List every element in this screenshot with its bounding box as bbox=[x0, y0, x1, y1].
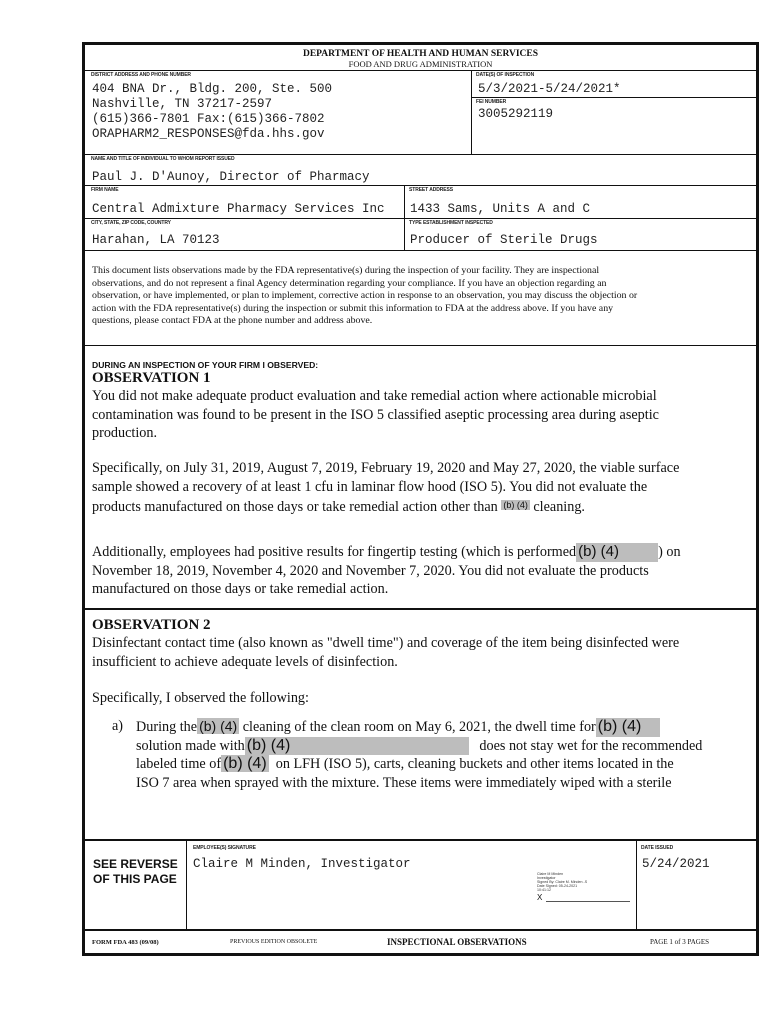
district-email: ORAPHARM2_RESPONSES@fda.hhs.gov bbox=[92, 127, 325, 141]
agency-title: FOOD AND DRUG ADMINISTRATION bbox=[348, 59, 493, 69]
text-line bbox=[136, 717, 756, 737]
notice-line: action with the FDA representative(s) during the inspection or submit this information to FDA at the address above. If you have any bbox=[92, 302, 614, 314]
redaction-b4: (b) (4) bbox=[576, 543, 658, 562]
list-marker-a: a) bbox=[112, 718, 124, 734]
text-line: November 18, 2019, November 4, 2020 and November 7, 2020. You did not evaluate the products bbox=[92, 562, 649, 579]
text-line: contamination was found to be present in the ISO 5 classified aseptic processing area during aseptic bbox=[92, 406, 659, 423]
firm-name-label: FIRM NAME bbox=[91, 187, 119, 193]
text-segment: on LFH (ISO 5), carts, cleaning buckets and other items located in the bbox=[275, 756, 674, 772]
district-address-line2: Nashville, TN 37217-2597 bbox=[92, 97, 273, 111]
text-line: manufactured on those days or take remedial action. bbox=[92, 581, 389, 597]
city-state-zip: Harahan, LA 70123 bbox=[92, 233, 220, 247]
text-segment: products manufactured on those days or take remedial action other than bbox=[92, 499, 498, 515]
during-inspection-heading: DURING AN INSPECTION OF YOUR FIRM I OBSERVED: bbox=[92, 360, 319, 370]
fda-483-form bbox=[82, 42, 759, 956]
fei-number: 3005292119 bbox=[478, 107, 554, 121]
notice-paragraph bbox=[92, 265, 752, 328]
text-line: 10:41:12 bbox=[537, 888, 551, 892]
text-segment: cleaning of the clean room on May 6, 2021, the dwell time for bbox=[242, 719, 596, 735]
text-line: Disinfectant contact time (also known as "dwell time") and coverage of the item being disinfected were bbox=[92, 635, 680, 651]
signature-x-mark: X bbox=[537, 893, 543, 902]
observation-2-title: OBSERVATION 2 bbox=[92, 617, 211, 633]
street-address: 1433 Sams, Units A and C bbox=[410, 202, 591, 216]
inspection-dates: 5/3/2021-5/24/2021* bbox=[478, 82, 621, 96]
text-segment: During the bbox=[136, 719, 198, 735]
report-to-label: NAME AND TITLE OF INDIVIDUAL TO WHOM REPORT ISSUED bbox=[91, 156, 235, 162]
see-reverse-label bbox=[93, 857, 178, 887]
district-label: DISTRICT ADDRESS AND PHONE NUMBER bbox=[91, 72, 191, 78]
observation-1-additional bbox=[92, 543, 754, 599]
text-segment: cleaning. bbox=[533, 499, 585, 515]
text-line: insufficient to achieve adequate levels of disinfection. bbox=[92, 653, 398, 670]
report-to-name: Paul J. D'Aunoy, Director of Pharmacy bbox=[92, 170, 370, 184]
firm-name: Central Admixture Pharmacy Services Inc bbox=[92, 202, 385, 216]
electronic-signature-stamp bbox=[537, 872, 637, 892]
street-address-label: STREET ADDRESS bbox=[409, 187, 453, 193]
text-line: OF THIS PAGE bbox=[93, 872, 177, 886]
date-issued: 5/24/2021 bbox=[642, 857, 710, 871]
text-line: SEE REVERSE bbox=[93, 857, 178, 871]
text-segment: does not stay wet for the recommended bbox=[479, 737, 703, 754]
notice-line: questions, please contact FDA at the phone number and address above. bbox=[92, 315, 373, 327]
text-segment: labeled time of bbox=[136, 756, 222, 772]
text-line: Claire M Minden bbox=[537, 872, 564, 876]
text-line: Specifically, on July 31, 2019, August 7, 2019, February 19, 2020 and May 27, 2020, the viable surface bbox=[92, 460, 680, 476]
observation-1-specifics bbox=[92, 459, 754, 517]
text-line: ISO 7 area when sprayed with the mixture. These items were immediately wiped with a sterile bbox=[136, 774, 672, 791]
redaction-b4: (b) (4) bbox=[199, 718, 238, 734]
district-phone: (615)366-7801 Fax:(615)366-7802 bbox=[92, 112, 325, 126]
form-title: INSPECTIONAL OBSERVATIONS bbox=[387, 937, 527, 947]
fei-label: FEI NUMBER bbox=[476, 99, 507, 105]
observation-2-summary bbox=[92, 634, 754, 671]
district-address-line1: 404 BNA Dr., Bldg. 200, Ste. 500 bbox=[92, 82, 333, 96]
notice-line: observation, or have implemented, or plan to implement, corrective action in response to an observation, you may discuss the objection or bbox=[92, 290, 638, 302]
signature-label: EMPLOYEE(S) SIGNATURE bbox=[193, 845, 256, 851]
form-id: FORM FDA 483 (09/08) bbox=[92, 939, 159, 946]
text-segment: solution made with bbox=[136, 737, 245, 754]
text-line bbox=[136, 737, 756, 756]
text-line: Date Signed: 05-24-2021 bbox=[537, 884, 578, 888]
page-number: PAGE 1 of 3 PAGES bbox=[650, 938, 709, 946]
text-segment: ) on bbox=[658, 544, 681, 560]
establishment-type-label: TYPE ESTABLISHMENT INSPECTED bbox=[409, 220, 493, 226]
text-line: production. bbox=[92, 425, 158, 441]
department-title: DEPARTMENT OF HEALTH AND HUMAN SERVICES bbox=[302, 49, 539, 59]
redaction-b4: (b) (4) bbox=[245, 737, 469, 756]
notice-line: This document lists observations made by the FDA representative(s) during the inspection of your facility. They are inspectional bbox=[92, 265, 600, 276]
text-segment: Additionally, employees had positive results for fingertip testing (which is performed bbox=[92, 544, 577, 560]
employee-signature: Claire M Minden, Investigator bbox=[193, 857, 411, 871]
text-line bbox=[92, 496, 754, 517]
text-line: Signed By: Claire M. Minden -S bbox=[537, 880, 588, 884]
city-label: CITY, STATE, ZIP CODE, COUNTRY bbox=[91, 220, 171, 226]
previous-edition-note: PREVIOUS EDITION OBSOLETE bbox=[230, 939, 318, 945]
redaction-b4: (b) (4) bbox=[596, 718, 660, 737]
establishment-type: Producer of Sterile Drugs bbox=[410, 233, 598, 247]
observation-1-title: OBSERVATION 1 bbox=[92, 370, 211, 386]
redaction-b4: (b) (4) bbox=[223, 755, 267, 772]
text-line: Investigator bbox=[537, 876, 556, 880]
date-issued-label: DATE ISSUED bbox=[641, 845, 674, 851]
observation-2-item-a bbox=[136, 717, 756, 792]
redaction-b4: (b) (4) bbox=[503, 500, 528, 510]
text-line bbox=[92, 543, 754, 562]
notice-line: observations, and do not represent a final Agency determination regarding your compliance. If you have an objection regarding an bbox=[92, 277, 607, 289]
text-line: You did not make adequate product evaluation and take remedial action where actionable microbial bbox=[92, 388, 657, 404]
observation-1-summary bbox=[92, 387, 754, 443]
text-line bbox=[136, 755, 756, 774]
observation-2-intro: Specifically, I observed the following: bbox=[92, 690, 309, 706]
inspection-dates-label: DATE(S) OF INSPECTION bbox=[476, 72, 535, 78]
text-line: sample showed a recovery of at least 1 cfu in laminar flow hood (ISO 5). You did not evaluate the bbox=[92, 478, 648, 495]
